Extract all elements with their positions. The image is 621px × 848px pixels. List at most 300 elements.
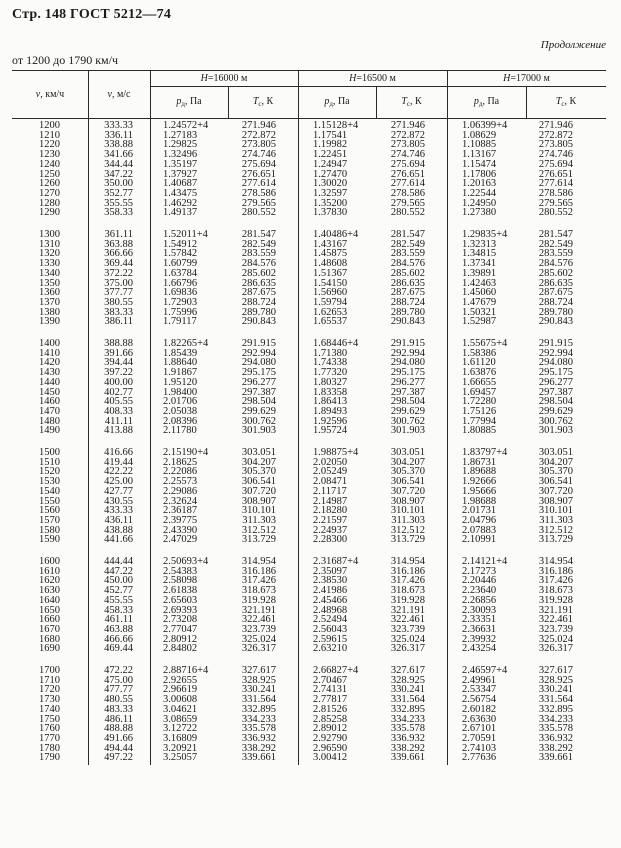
table-row: [0, 477, 621, 487]
cell-temp-h17000: 300.762: [538, 415, 573, 427]
cell-pressure-h16000: 1.43475: [163, 188, 198, 200]
cell-pressure-h16500: 1.24947: [313, 158, 348, 170]
cell-speed-kmh: 1620: [39, 575, 60, 587]
table-row: [0, 448, 621, 458]
cell-temp-h16500: 284.576: [390, 258, 425, 270]
cell-pressure-h16500: 2.05249: [313, 466, 348, 478]
cell-temp-h17000: 284.576: [538, 258, 573, 270]
cell-pressure-h17000: 2.36631: [462, 624, 497, 636]
cell-temp-h16000: 298.504: [241, 396, 276, 408]
cell-speed-kmh: 1300: [39, 229, 60, 240]
cell-pressure-h16000: 1.32496: [163, 149, 198, 161]
cell-pressure-h17000: 2.10991: [462, 534, 497, 546]
cell-temp-h17000: 286.635: [538, 277, 573, 289]
cell-temp-h16000: 286.635: [241, 277, 276, 289]
cell-temp-h16000: 271.946: [241, 120, 276, 131]
cell-temp-h16000: 283.559: [241, 248, 276, 260]
cell-temp-h16000: 308.907: [241, 495, 276, 507]
cell-pressure-h17000: 1.80885: [462, 425, 497, 437]
cell-temp-h16000: 275.694: [241, 158, 276, 170]
cell-speed-kmh: 1630: [39, 585, 60, 597]
cell-temp-h16500: 313.729: [390, 534, 425, 546]
cell-speed-kmh: 1360: [39, 287, 60, 299]
table-row: [0, 131, 621, 141]
cell-speed-kmh: 1580: [39, 524, 60, 536]
cell-pressure-h16500: 2.38530: [313, 575, 348, 587]
cell-pressure-h17000: 2.07883: [462, 524, 497, 536]
table-row: [0, 208, 621, 218]
table-row: [0, 317, 621, 327]
cell-temp-h17000: 314.954: [538, 556, 573, 567]
cell-speed-kmh: 1660: [39, 614, 60, 626]
cell-pressure-h16500: 2.63210: [313, 643, 348, 655]
cell-pressure-h16000: 3.20921: [163, 742, 198, 754]
cell-speed-kmh: 1470: [39, 406, 60, 418]
table-row: [0, 339, 621, 349]
cell-pressure-h16000: 2.15190+4: [163, 447, 209, 458]
cell-pressure-h17000: 1.77994: [462, 415, 497, 427]
cell-pressure-h17000: 1.17806: [462, 168, 497, 180]
cell-temp-h16000: 289.780: [241, 306, 276, 318]
cell-pressure-h16000: 2.50693+4: [163, 556, 209, 567]
cell-temp-h16500: 278.586: [390, 188, 425, 200]
cell-pressure-h16000: 2.58098: [163, 575, 198, 587]
cell-pressure-h17000: 2.01731: [462, 505, 497, 517]
table-row: [0, 179, 621, 189]
cell-speed-ms: 361.11: [104, 229, 133, 240]
table-row: [0, 516, 621, 526]
cell-pressure-h17000: 1.89688: [462, 466, 497, 478]
cell-speed-ms: 413.88: [104, 425, 133, 437]
cell-temp-h16500: 331.564: [390, 694, 425, 706]
cell-temp-h16000: 304.207: [241, 456, 276, 468]
cell-pressure-h16000: 2.36187: [163, 505, 198, 517]
cell-speed-kmh: 1560: [39, 505, 60, 517]
cell-pressure-h16000: 1.88640: [163, 357, 198, 369]
cell-temp-h17000: 322.461: [538, 614, 573, 626]
cell-temp-h16500: 298.504: [390, 396, 425, 408]
cell-temp-h16000: 328.925: [241, 674, 276, 686]
cell-pressure-h16500: 1.51367: [313, 267, 348, 279]
cell-pressure-h17000: 2.46597+4: [462, 665, 508, 676]
cell-pressure-h17000: 1.29835+4: [462, 229, 508, 240]
cell-temp-h16000: 292.994: [241, 347, 276, 359]
cell-pressure-h16500: 2.89012: [313, 723, 348, 735]
table-row: [0, 596, 621, 606]
header-bottom-rule: [12, 118, 606, 119]
cell-speed-kmh: 1260: [39, 178, 60, 190]
table-row: [0, 378, 621, 388]
cell-temp-h16500: 283.559: [390, 248, 425, 260]
cell-pressure-h16000: 1.75996: [163, 306, 198, 318]
cell-speed-kmh: 1410: [39, 347, 60, 359]
cell-speed-ms: 402.77: [104, 386, 133, 398]
cell-temp-h16500: 289.780: [390, 306, 425, 318]
header-speed-kmh: v, км/ч: [35, 89, 65, 100]
cell-pressure-h17000: 1.32313: [462, 238, 497, 250]
cell-speed-kmh: 1600: [39, 556, 60, 567]
cell-temp-h16500: 310.101: [390, 505, 425, 517]
cell-pressure-h16500: 2.24937: [313, 524, 348, 536]
cell-pressure-h17000: 1.10885: [462, 139, 497, 151]
cell-temp-h16500: 328.925: [390, 674, 425, 686]
table-row: [0, 458, 621, 468]
cell-temp-h16500: 314.954: [390, 556, 425, 567]
cell-pressure-h16000: 2.01706: [163, 396, 198, 408]
cell-pressure-h16500: 2.11717: [313, 485, 347, 497]
cell-pressure-h16000: 1.49137: [163, 207, 198, 219]
cell-speed-kmh: 1220: [39, 139, 60, 151]
cell-pressure-h17000: 1.22544: [462, 188, 497, 200]
cell-speed-kmh: 1510: [39, 456, 60, 468]
cell-speed-kmh: 1590: [39, 534, 60, 546]
table-row: [0, 240, 621, 250]
cell-speed-ms: 338.88: [104, 139, 133, 151]
cell-temp-h17000: 287.675: [538, 287, 573, 299]
cell-temp-h16000: 330.241: [241, 684, 276, 696]
table-row: [0, 635, 621, 645]
header-altitude-16500: H=16500 м: [349, 73, 396, 84]
cell-pressure-h16500: 2.48968: [313, 604, 348, 616]
cell-pressure-h16500: 2.56043: [313, 624, 348, 636]
table-row: [0, 140, 621, 150]
cell-speed-kmh: 1230: [39, 149, 60, 161]
cell-temp-h16500: 288.724: [390, 297, 425, 309]
cell-temp-h17000: 332.895: [538, 703, 573, 715]
cell-pressure-h16000: 1.24572+4: [163, 120, 209, 131]
cell-speed-ms: 341.66: [104, 149, 133, 161]
cell-temp-h16500: 274.746: [390, 149, 425, 161]
cell-pressure-h16000: 2.11780: [163, 425, 197, 437]
cell-speed-ms: 444.44: [104, 556, 133, 567]
cell-pressure-h16500: 1.59794: [313, 297, 348, 309]
cell-speed-kmh: 1690: [39, 643, 60, 655]
table-row: [0, 705, 621, 715]
cell-pressure-h16500: 1.77320: [313, 367, 348, 379]
cell-speed-ms: 466.66: [104, 633, 133, 645]
cell-pressure-h16500: 2.41986: [313, 585, 348, 597]
cell-pressure-h16000: 2.54383: [163, 565, 198, 577]
cell-pressure-h17000: 1.37341: [462, 258, 497, 270]
cell-pressure-h16500: 2.52494: [313, 614, 348, 626]
cell-temp-h16500: 326.317: [390, 643, 425, 655]
cell-pressure-h16000: 1.72903: [163, 297, 198, 309]
cell-speed-kmh: 1780: [39, 742, 60, 754]
cell-pressure-h16500: 1.95724: [313, 425, 348, 437]
cell-temp-h16500: 330.241: [390, 684, 425, 696]
cell-speed-kmh: 1650: [39, 604, 60, 616]
table-row: [0, 308, 621, 318]
cell-pressure-h17000: 1.15474: [462, 158, 497, 170]
cell-pressure-h16000: 2.43390: [163, 524, 198, 536]
cell-speed-ms: 427.77: [104, 485, 133, 497]
cell-temp-h16000: 335.578: [241, 723, 276, 735]
table-row: [0, 467, 621, 477]
cell-temp-h17000: 311.303: [539, 515, 573, 527]
cell-pressure-h16500: 2.77817: [313, 694, 348, 706]
cell-pressure-h16500: 1.30020: [313, 178, 348, 190]
cell-pressure-h16000: 2.22086: [163, 466, 198, 478]
cell-pressure-h17000: 2.23640: [462, 585, 497, 597]
cell-speed-ms: 422.22: [104, 466, 133, 478]
cell-speed-kmh: 1720: [39, 684, 60, 696]
cell-temp-h16000: 325.024: [241, 633, 276, 645]
cell-pressure-h16000: 2.80912: [163, 633, 198, 645]
cell-pressure-h16000: 2.61838: [163, 585, 198, 597]
cell-speed-kmh: 1270: [39, 188, 60, 200]
cell-speed-ms: 452.77: [104, 585, 133, 597]
cell-temp-h17000: 308.907: [538, 495, 573, 507]
cell-temp-h16500: 323.739: [390, 624, 425, 636]
cell-temp-h17000: 297.387: [538, 386, 573, 398]
cell-pressure-h16500: 2.74131: [313, 684, 348, 696]
cell-speed-kmh: 1420: [39, 357, 60, 369]
cell-speed-kmh: 1480: [39, 415, 60, 427]
cell-temp-h16000: 334.233: [241, 713, 276, 725]
cell-speed-kmh: 1340: [39, 267, 60, 279]
cell-pressure-h17000: 1.83797+4: [462, 447, 508, 458]
cell-temp-h16000: 285.602: [241, 267, 276, 279]
cell-speed-ms: 375.00: [104, 277, 133, 289]
cell-pressure-h17000: 1.34815: [462, 248, 497, 260]
speed-range-caption: от 1200 до 1790 км/ч: [12, 53, 118, 67]
cell-speed-ms: 486.11: [104, 713, 133, 725]
cell-pressure-h17000: 1.13167: [462, 149, 497, 161]
cell-speed-ms: 333.33: [104, 120, 133, 131]
cell-speed-kmh: 1490: [39, 425, 60, 437]
table-row: [0, 230, 621, 240]
table-row: [0, 170, 621, 180]
cell-speed-kmh: 1330: [39, 258, 60, 270]
cell-pressure-h16500: 2.21597: [313, 515, 348, 527]
cell-temp-h16000: 287.675: [241, 287, 276, 299]
cell-speed-kmh: 1240: [39, 158, 60, 170]
cell-speed-kmh: 1280: [39, 197, 60, 209]
cell-pressure-h17000: 2.63630: [462, 713, 497, 725]
cell-speed-ms: 372.22: [104, 267, 133, 279]
cell-temp-h16500: 307.720: [390, 485, 425, 497]
cell-pressure-h16000: 1.54912: [163, 238, 198, 250]
cell-speed-kmh: 1710: [39, 674, 60, 686]
cell-temp-h16500: 277.614: [390, 178, 425, 190]
cell-speed-kmh: 1640: [39, 594, 60, 606]
cell-pressure-h17000: 1.75126: [462, 406, 497, 418]
table-row: [0, 506, 621, 516]
cell-temp-h17000: 280.552: [538, 207, 573, 219]
cell-temp-h16500: 305.370: [390, 466, 425, 478]
cell-pressure-h17000: 1.86731: [462, 456, 497, 468]
cell-pressure-h16000: 2.25573: [163, 476, 198, 488]
cell-temp-h17000: 281.547: [538, 229, 573, 240]
cell-temp-h16000: 312.512: [241, 524, 276, 536]
cell-temp-h16500: 306.541: [390, 476, 425, 488]
cell-temp-h17000: 331.564: [538, 694, 573, 706]
cell-pressure-h16500: 1.40486+4: [313, 229, 359, 240]
cell-speed-ms: 497.22: [104, 752, 133, 764]
cell-temp-h17000: 301.903: [538, 425, 573, 437]
table-row: [0, 121, 621, 131]
cell-speed-kmh: 1680: [39, 633, 60, 645]
cell-speed-ms: 366.66: [104, 248, 133, 260]
cell-pressure-h17000: 1.47679: [462, 297, 497, 309]
cell-pressure-h16000: 2.39775: [163, 515, 198, 527]
cell-pressure-h16500: 1.80327: [313, 376, 348, 388]
cell-pressure-h16000: 2.88716+4: [163, 665, 209, 676]
cell-speed-kmh: 1700: [39, 665, 60, 676]
table-row: [0, 695, 621, 705]
cell-pressure-h17000: 2.17273: [462, 565, 497, 577]
cell-pressure-h17000: 1.66655: [462, 376, 497, 388]
cell-speed-ms: 380.55: [104, 297, 133, 309]
cell-pressure-h16000: 3.12722: [163, 723, 198, 735]
cell-temp-h16500: 294.080: [390, 357, 425, 369]
cell-pressure-h16500: 2.81526: [313, 703, 348, 715]
cell-temp-h17000: 275.694: [538, 158, 573, 170]
table-row: [0, 715, 621, 725]
cell-temp-h17000: 283.559: [538, 248, 573, 260]
cell-temp-h16500: 308.907: [390, 495, 425, 507]
cell-speed-ms: 488.88: [104, 723, 133, 735]
cell-pressure-h17000: 1.63876: [462, 367, 497, 379]
cell-speed-kmh: 1200: [39, 120, 60, 131]
cell-pressure-h17000: 2.33351: [462, 614, 497, 626]
cell-pressure-h16500: 1.65537: [313, 316, 348, 328]
cell-temp-h16000: 307.720: [241, 485, 276, 497]
cell-temp-h17000: 306.541: [538, 476, 573, 488]
cell-temp-h16500: 292.994: [390, 347, 425, 359]
cell-pressure-h16000: 2.29086: [163, 485, 198, 497]
table-row: [0, 625, 621, 635]
cell-pressure-h16500: 1.37830: [313, 207, 348, 219]
cell-speed-kmh: 1310: [39, 238, 60, 250]
cell-pressure-h17000: 1.20163: [462, 178, 497, 190]
cell-temp-h17000: 304.207: [538, 456, 573, 468]
table-row: [0, 666, 621, 676]
cell-pressure-h17000: 1.39891: [462, 267, 497, 279]
cell-pressure-h16500: 2.96590: [313, 742, 348, 754]
cell-pressure-h17000: 1.24950: [462, 197, 497, 209]
cell-speed-kmh: 1670: [39, 624, 60, 636]
cell-temp-h16000: 317.426: [241, 575, 276, 587]
cell-temp-h16500: 276.651: [390, 168, 425, 180]
cell-temp-h16000: 331.564: [241, 694, 276, 706]
cell-speed-kmh: 1740: [39, 703, 60, 715]
cell-speed-ms: 458.33: [104, 604, 133, 616]
cell-temp-h17000: 289.780: [538, 306, 573, 318]
table-row: [0, 426, 621, 436]
cell-temp-h16500: 322.461: [390, 614, 425, 626]
cell-speed-ms: 386.11: [104, 316, 133, 328]
cell-speed-ms: 388.88: [104, 338, 133, 349]
cell-temp-h17000: 279.565: [538, 197, 573, 209]
cell-speed-ms: 416.66: [104, 447, 133, 458]
cell-pressure-h16000: 1.95120: [163, 376, 198, 388]
cell-pressure-h16500: 2.28300: [313, 534, 348, 546]
cell-pressure-h17000: 1.98688: [462, 495, 497, 507]
cell-temp-h16500: 338.292: [390, 742, 425, 754]
cell-temp-h16000: 274.746: [241, 149, 276, 161]
cell-pressure-h16000: 3.00608: [163, 694, 198, 706]
cell-pressure-h16500: 1.68446+4: [313, 338, 359, 349]
cell-speed-kmh: 1550: [39, 495, 60, 507]
cell-pressure-h17000: 2.30093: [462, 604, 497, 616]
cell-speed-ms: 369.44: [104, 258, 133, 270]
cell-pressure-h16500: 1.54150: [313, 277, 348, 289]
header-pressure: $p_д$, Па: [176, 96, 202, 108]
cell-temp-h16500: 280.552: [390, 207, 425, 219]
cell-temp-h17000: 338.292: [538, 742, 573, 754]
cell-temp-h16000: 319.928: [241, 594, 276, 606]
cell-temp-h17000: 292.994: [538, 347, 573, 359]
cell-pressure-h16000: 1.29825: [163, 139, 198, 151]
cell-temp-h16500: 301.903: [390, 425, 425, 437]
cell-temp-h17000: 334.233: [538, 713, 573, 725]
cell-temp-h17000: 336.932: [538, 733, 573, 745]
cell-pressure-h17000: 2.20446: [462, 575, 497, 587]
cell-pressure-h16500: 2.92790: [313, 733, 348, 745]
cell-temp-h17000: 296.277: [538, 376, 573, 388]
table-row: [0, 576, 621, 586]
cell-temp-h16500: 286.635: [390, 277, 425, 289]
cell-temp-h17000: 272.872: [538, 129, 573, 141]
cell-temp-h17000: 305.370: [538, 466, 573, 478]
cell-temp-h16000: 278.586: [241, 188, 276, 200]
cell-temp-h16000: 276.651: [241, 168, 276, 180]
table-row: [0, 526, 621, 536]
cell-temp-h16500: 325.024: [390, 633, 425, 645]
cell-speed-kmh: 1320: [39, 248, 60, 260]
table-row: [0, 160, 621, 170]
table-row: [0, 368, 621, 378]
table-row: [0, 417, 621, 427]
cell-pressure-h17000: 1.45060: [462, 287, 497, 299]
cell-temp-h16500: 303.051: [390, 447, 425, 458]
cell-speed-ms: 352.77: [104, 188, 133, 200]
cell-temp-h16000: 305.370: [241, 466, 276, 478]
cell-speed-kmh: 1530: [39, 476, 60, 488]
cell-temp-h17000: 298.504: [538, 396, 573, 408]
cell-pressure-h16000: 2.96619: [163, 684, 198, 696]
cell-temp-h17000: 316.186: [538, 565, 573, 577]
cell-pressure-h16500: 1.98875+4: [313, 447, 359, 458]
cell-temp-h17000: 339.661: [538, 752, 573, 764]
cell-temp-h17000: 276.651: [538, 168, 573, 180]
cell-speed-ms: 472.22: [104, 665, 133, 676]
cell-pressure-h17000: 1.50321: [462, 306, 497, 318]
table-row: [0, 615, 621, 625]
cell-temp-h16500: 311.303: [391, 515, 425, 527]
cell-speed-ms: 363.88: [104, 238, 133, 250]
table-row: [0, 358, 621, 368]
cell-pressure-h16500: 1.35200: [313, 197, 348, 209]
cell-speed-kmh: 1440: [39, 376, 60, 388]
cell-temp-h17000: 307.720: [538, 485, 573, 497]
cell-temp-h16000: 300.762: [241, 415, 276, 427]
cell-pressure-h16500: 1.92596: [313, 415, 348, 427]
cell-speed-ms: 436.11: [104, 515, 133, 527]
cell-speed-ms: 411.11: [104, 415, 133, 427]
cell-pressure-h16500: 3.00412: [313, 752, 348, 764]
cell-temp-h16500: 332.895: [390, 703, 425, 715]
cell-pressure-h16500: 2.59615: [313, 633, 348, 645]
table-row: [0, 189, 621, 199]
cell-temp-h16500: 317.426: [390, 575, 425, 587]
cell-speed-kmh: 1500: [39, 447, 60, 458]
cell-pressure-h16500: 2.08471: [313, 476, 348, 488]
cell-temp-h16000: 282.549: [241, 238, 276, 250]
cell-pressure-h16000: 1.27183: [163, 129, 198, 141]
cell-temp-h16500: 336.932: [390, 733, 425, 745]
